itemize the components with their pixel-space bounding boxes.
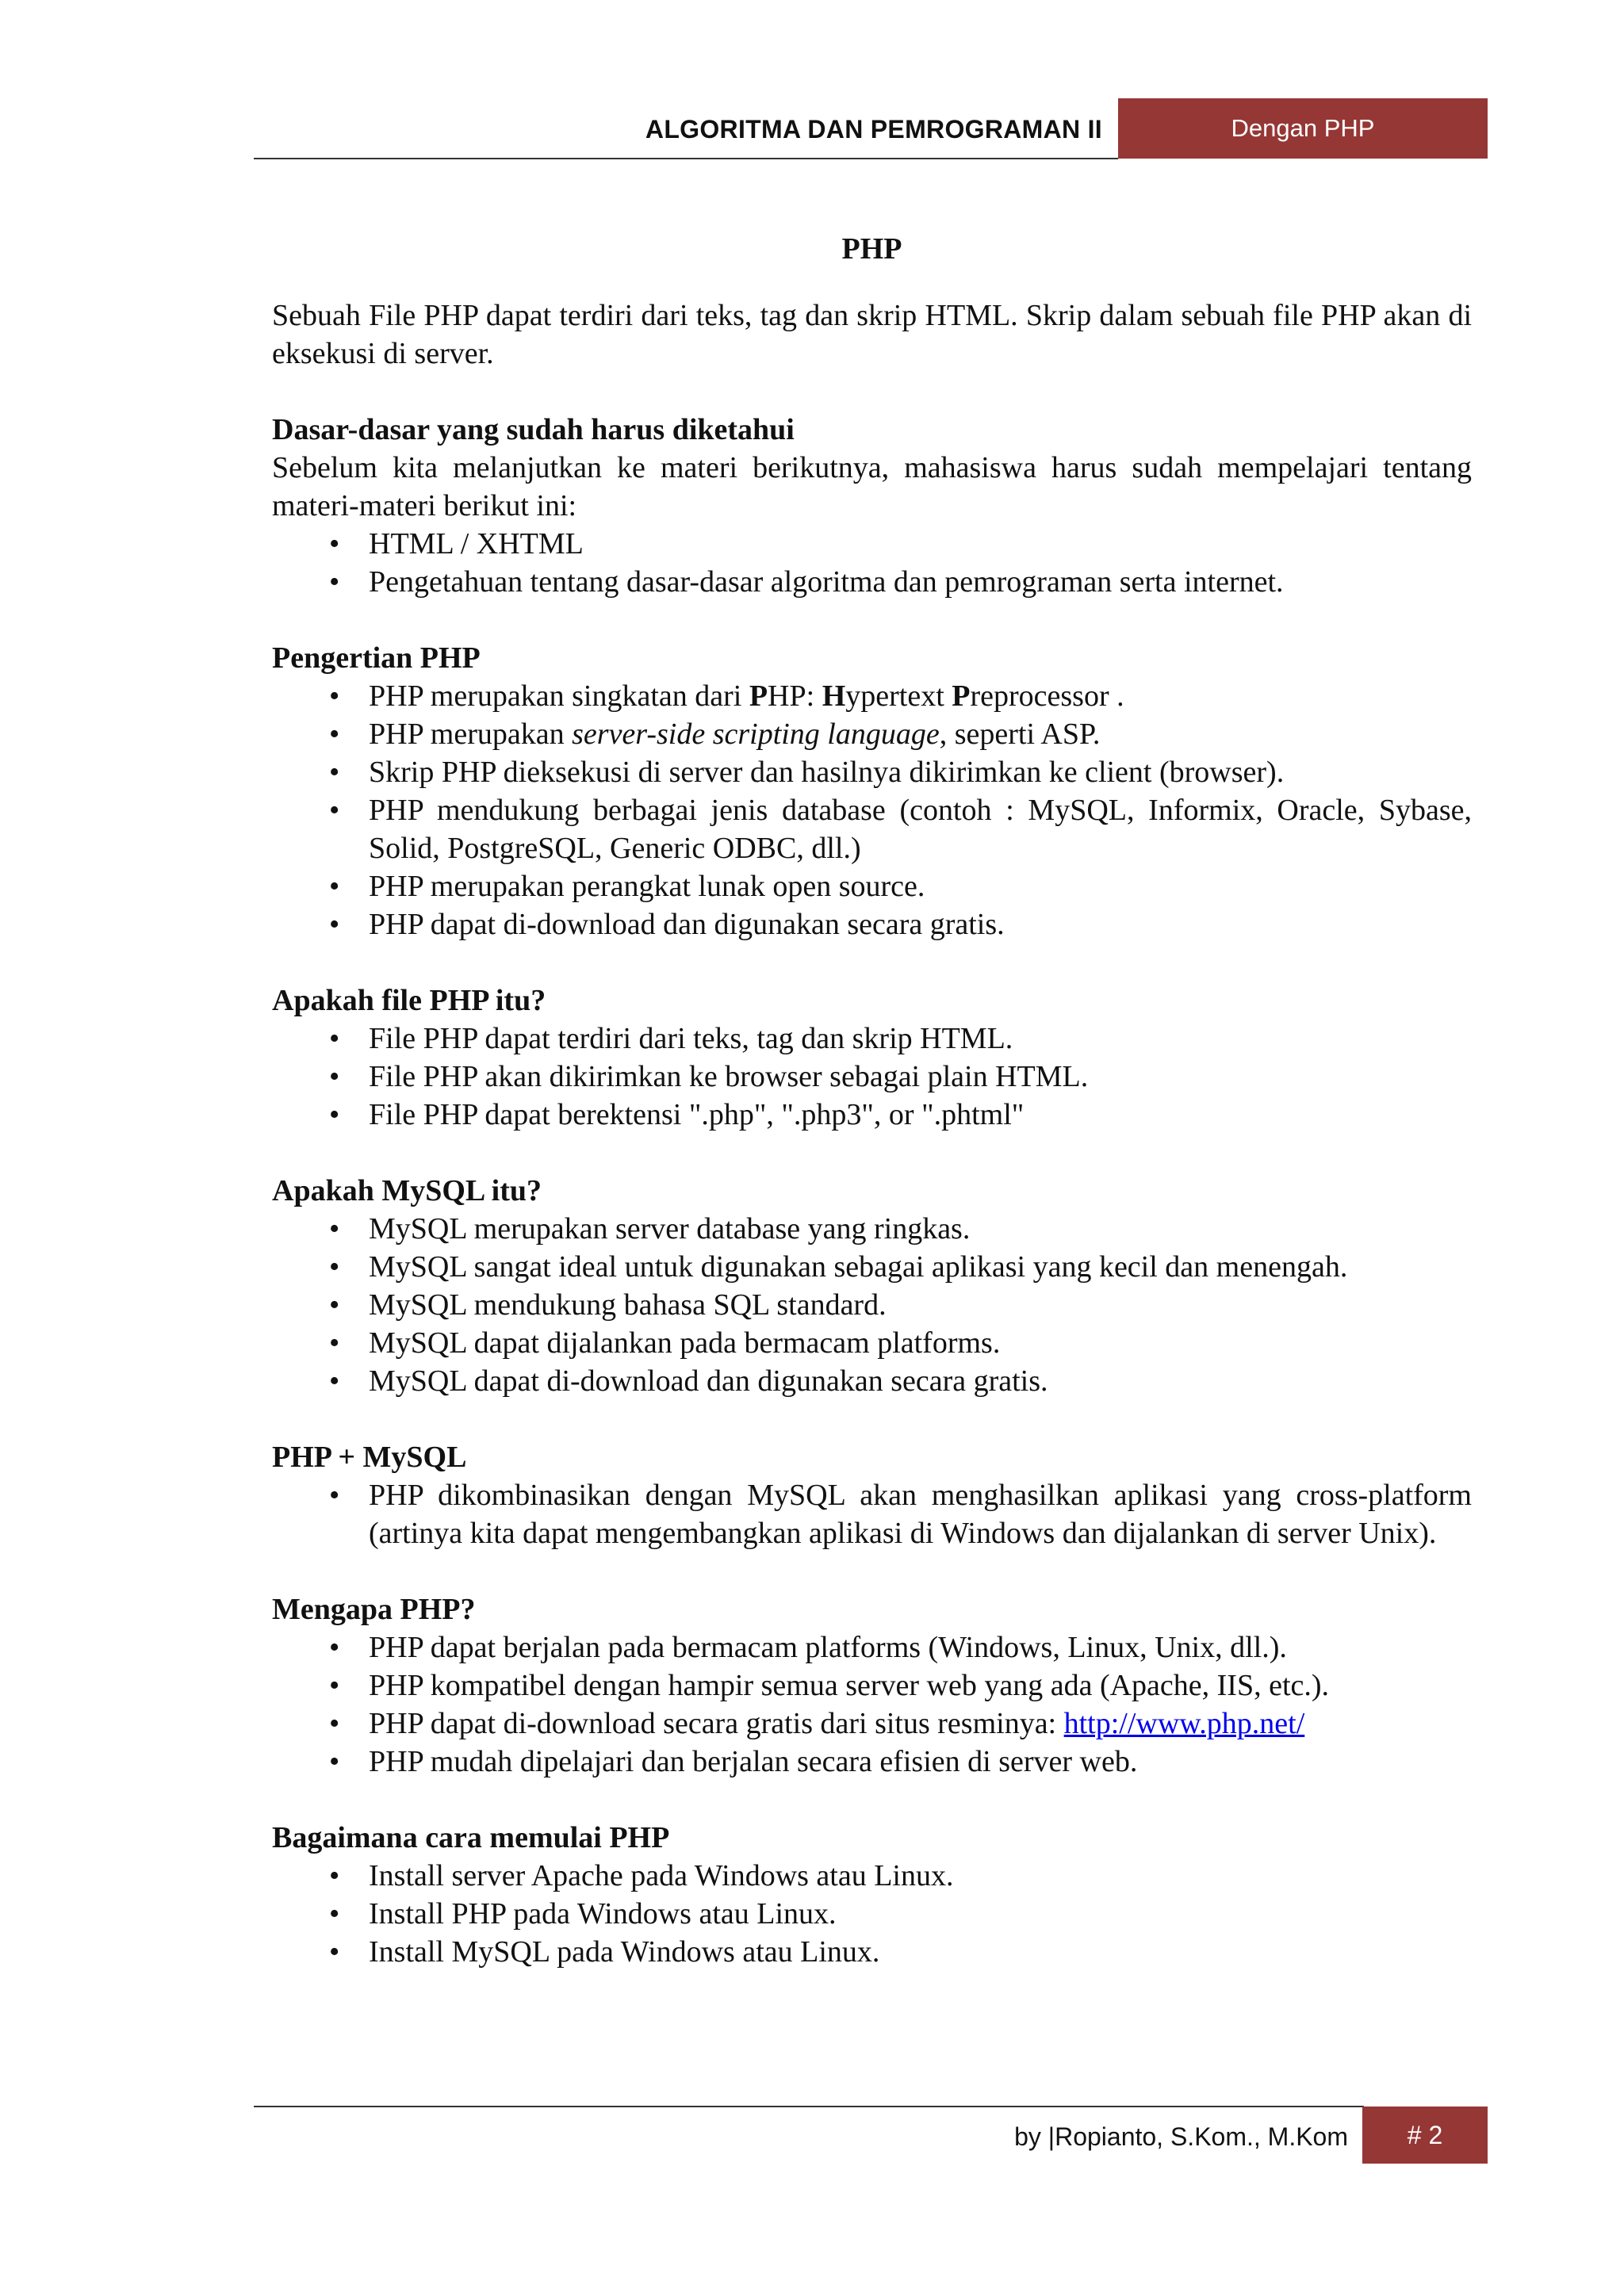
bullet-icon: • (329, 1479, 340, 1512)
bullet-icon: • (329, 1935, 340, 1969)
list-item: • PHP mudah dipelajari dan berjalan secara efisien di server web. (272, 1743, 1472, 1781)
bullet-icon: • (329, 679, 340, 713)
footer-divider (254, 2106, 1364, 2107)
bullet-icon: • (329, 1288, 340, 1322)
section-mengapa (272, 1590, 1472, 1781)
section-heading: Apakah MySQL itu? (272, 1174, 542, 1207)
bullet-list (272, 1628, 1472, 1781)
list-item: • File PHP dapat terdiri dari teks, tag dan skrip HTML. (272, 1020, 1472, 1058)
list-item: • Install MySQL pada Windows atau Linux. (272, 1933, 1472, 1971)
bullet-icon: • (329, 1250, 340, 1284)
page-number: # 2 (1362, 2107, 1488, 2164)
bullet-icon: • (329, 1897, 340, 1931)
list-item: • PHP mendukung berbagai jenis database (contoh : MySQL, Informix, Oracle, Sybase, Solid, PostgreSQL, Generic ODBC, dll.) (272, 791, 1472, 867)
bullet-icon: • (329, 1745, 340, 1778)
list-item: • File PHP akan dikirimkan ke browser sebagai plain HTML. (272, 1058, 1472, 1096)
php-net-link[interactable]: http://www.php.net/ (1063, 1707, 1305, 1740)
section-pengertian (272, 639, 1472, 943)
bullet-icon: • (329, 1669, 340, 1702)
bullet-list (272, 1020, 1472, 1134)
bullet-list (272, 1476, 1472, 1552)
section-paragraph: Sebelum kita melanjutkan ke materi berikutnya, mahasiswa harus sudah mempelajari tentang materi-materi berikut ini: (272, 451, 1472, 522)
list-item: • PHP merupakan server-side scripting language, seperti ASP. (272, 715, 1472, 753)
section-apakah-php (272, 982, 1472, 1134)
bullet-icon: • (329, 1364, 340, 1398)
header-divider (254, 158, 1118, 159)
document-body (272, 230, 1472, 1971)
bullet-icon: • (329, 718, 340, 751)
bullet-icon: • (329, 1098, 340, 1131)
section-heading: Mengapa PHP? (272, 1593, 476, 1626)
bullet-icon: • (329, 1060, 340, 1093)
list-item: • MySQL dapat di-download dan digunakan secara gratis. (272, 1362, 1472, 1400)
bullet-icon: • (329, 794, 340, 827)
header-tag: Dengan PHP (1118, 98, 1488, 159)
list-item: • PHP kompatibel dengan hampir semua server web yang ada (Apache, IIS, etc.). (272, 1667, 1472, 1705)
section-heading: Bagaimana cara memulai PHP (272, 1821, 670, 1854)
list-item: • MySQL sangat ideal untuk digunakan sebagai aplikasi yang kecil dan menengah. (272, 1248, 1472, 1286)
list-item: • Install server Apache pada Windows atau Linux. (272, 1857, 1472, 1895)
section-heading: Dasar-dasar yang sudah harus diketahui (272, 413, 795, 446)
list-item: • File PHP dapat berektensi ".php", ".php3", or ".phtml" (272, 1096, 1472, 1134)
section-php-mysql (272, 1438, 1472, 1552)
footer-author: by |Ropianto, S.Kom., M.Kom (1014, 2122, 1348, 2151)
list-item: • MySQL merupakan server database yang ringkas. (272, 1210, 1472, 1248)
bullet-icon: • (329, 908, 340, 941)
list-item: • PHP dapat berjalan pada bermacam platforms (Windows, Linux, Unix, dll.). (272, 1628, 1472, 1667)
bullet-icon: • (329, 527, 340, 561)
document-title: PHP (841, 232, 902, 266)
list-item: • Pengetahuan tentang dasar-dasar algoritma dan pemrograman serta internet. (272, 563, 1472, 601)
bullet-icon: • (329, 756, 340, 789)
bullet-list (272, 525, 1472, 601)
bullet-icon: • (329, 1022, 340, 1055)
list-item: • MySQL mendukung bahasa SQL standard. (272, 1286, 1472, 1324)
bullet-icon: • (329, 1707, 340, 1740)
section-memulai (272, 1819, 1472, 1971)
bullet-icon: • (329, 565, 340, 599)
list-item: • Install PHP pada Windows atau Linux. (272, 1895, 1472, 1933)
bullet-icon: • (329, 1859, 340, 1892)
section-heading: Pengertian PHP (272, 641, 481, 675)
section-heading: PHP + MySQL (272, 1441, 467, 1474)
bullet-list (272, 1857, 1472, 1971)
bullet-icon: • (329, 1212, 340, 1246)
list-item: • HTML / XHTML (272, 525, 1472, 563)
intro-paragraph: Sebuah File PHP dapat terdiri dari teks, tag dan skrip HTML. Skrip dalam sebuah file PHP akan di eksekusi di server. (272, 299, 1472, 370)
list-item: • PHP dikombinasikan dengan MySQL akan menghasilkan aplikasi yang cross-platform (artinya kita dapat mengembangkan aplikasi di Windows dan dijalankan di server Unix). (272, 1476, 1472, 1552)
bullet-list (272, 1210, 1472, 1400)
list-item: • Skrip PHP dieksekusi di server dan hasilnya dikirimkan ke client (browser). (272, 753, 1472, 791)
list-item: • MySQL dapat dijalankan pada bermacam platforms. (272, 1324, 1472, 1362)
section-dasar (272, 411, 1472, 601)
list-item: • PHP dapat di-download secara gratis dari situs resminya: http://www.php.net/ (272, 1705, 1472, 1743)
bullet-icon: • (329, 1631, 340, 1664)
section-apakah-mysql (272, 1172, 1472, 1400)
section-heading: Apakah file PHP itu? (272, 984, 546, 1017)
bullet-icon: • (329, 1326, 340, 1360)
list-item: • PHP merupakan perangkat lunak open source. (272, 867, 1472, 905)
list-item: • PHP merupakan singkatan dari PHP: Hypertext Preprocessor . (272, 677, 1472, 715)
bullet-icon: • (329, 870, 340, 903)
list-item: • PHP dapat di-download dan digunakan secara gratis. (272, 905, 1472, 943)
bullet-list (272, 677, 1472, 943)
header-title: ALGORITMA DAN PEMROGRAMAN II (645, 115, 1102, 144)
